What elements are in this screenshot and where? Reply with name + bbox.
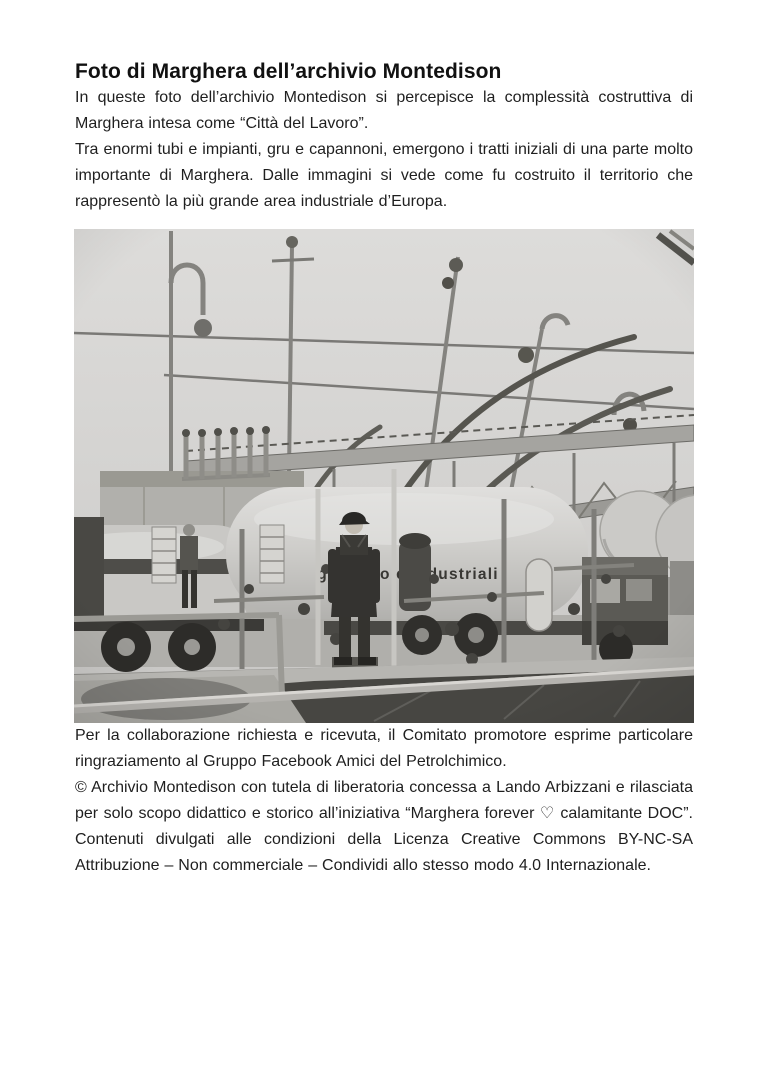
page-title: Foto di Marghera dell’archivio Montedison	[75, 60, 502, 83]
paragraph-acknowledgement: Per la collaborazione richiesta e ricevuta, il Comitato promotore esprime particolare ringraziamento al Gruppo Facebook Amici del Petrolchimico.	[75, 727, 693, 770]
photo-vignette	[74, 229, 694, 723]
archive-photo-illustration	[74, 229, 694, 723]
paragraph-description: Tra enormi tubi e impianti, gru e capannoni, emergono i tratti iniziali di una parte molto importante di Marghera. Dalle immagini si vede come fu costruito il territorio che rappresentò la più grande area industriale d’Europa.	[75, 141, 693, 210]
paragraph-license: © Archivio Montedison con tutela di liberatoria concessa a Lando Arbizzani e rilasciata per solo scopo didattico e storico all’iniziativa “Marghera forever ♡ calamitante DOC”. Contenuti divulgati alle condizioni della Licenza Creative Commons BY-NC-SA Attribuzione – Non commerciale – Condividi allo stesso modo 4.0 Internazionale.	[75, 779, 693, 874]
archive-photo	[74, 229, 694, 723]
document-content	[75, 0, 693, 879]
paragraph-intro: In queste foto dell’archivio Montedison si percepisce la complessità costruttiva di Marghera intesa come “Città del Lavoro”.	[75, 89, 693, 132]
